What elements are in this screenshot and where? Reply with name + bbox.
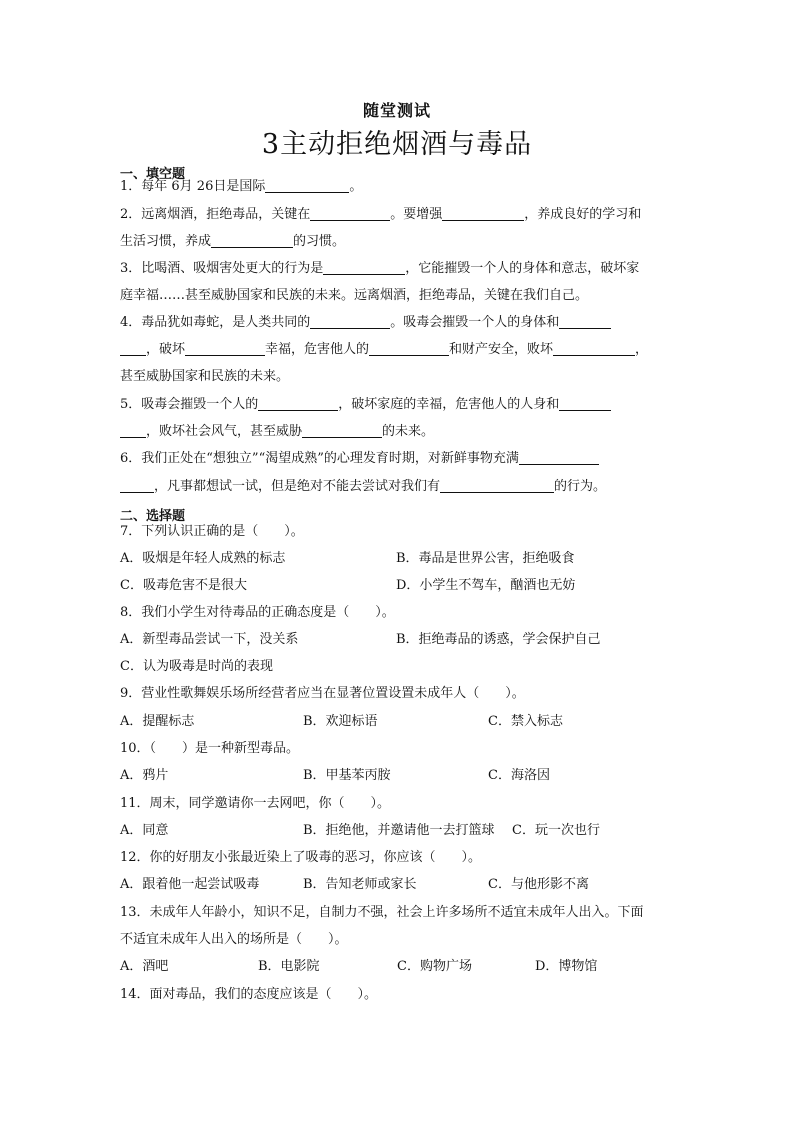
q2-text-e: 的习惯。 <box>293 234 346 249</box>
q13-option-d[interactable]: D．博物馆 <box>535 959 598 974</box>
fill-question-4-line-2 <box>120 341 648 359</box>
answer-blank[interactable] <box>120 478 154 493</box>
q2-text-b: 。要增强 <box>390 207 443 222</box>
fill-question-4-line-1 <box>120 314 611 332</box>
worksheet-label: 随堂测试 <box>362 101 431 120</box>
answer-blank[interactable] <box>302 423 382 438</box>
fill-question-2-line-2 <box>120 233 345 251</box>
q9-option-b[interactable]: B．欢迎标语 <box>303 714 378 729</box>
answer-blank[interactable] <box>310 206 390 221</box>
fill-question-3-line-2 <box>120 287 588 305</box>
q11-option-b[interactable]: B．拒绝他，并邀请他一去打篮球 <box>303 823 495 838</box>
q6-text-b: ，凡事都想试一试，但是绝对不能去尝试对我们有 <box>154 479 441 494</box>
choice-question-9: 9．营业性歌舞娱乐场所经营者应当在显著位置设置未成年人（ ）。 <box>120 686 525 701</box>
q4-text-f: ， <box>635 342 649 357</box>
choice-question-14: 14．面对毒品，我们的态度应该是（ ）。 <box>120 987 378 1002</box>
q11-option-c[interactable]: C．玩一次也行 <box>512 823 600 838</box>
q4-text-c: ，破坏 <box>146 342 186 357</box>
fill-question-3-line-1 <box>120 260 639 278</box>
fill-question-2-line-1 <box>120 206 641 224</box>
q4-text-b: 。吸毒会摧毁一个人的身体和 <box>390 315 560 330</box>
q6-text-c: 的行为。 <box>554 479 607 494</box>
fill-question-5-line-1 <box>120 396 611 414</box>
choice-question-8: 8．我们小学生对待毒品的正确态度是（ ）。 <box>120 605 395 620</box>
fill-question-6-line-2 <box>120 478 606 496</box>
choice-question-12: 12．你的好朋友小张最近染上了吸毒的恶习，你应该（ ）。 <box>120 850 482 865</box>
fill-question-1 <box>120 178 362 196</box>
answer-blank[interactable] <box>369 341 449 356</box>
q12-option-a[interactable]: A．跟着他一起尝试吸毒 <box>120 877 260 892</box>
answer-blank[interactable] <box>553 341 635 356</box>
choice-question-13-line-1: 13．未成年人年龄小，知识不足，自制力不强，社会上许多场所不适宜未成年人出入。下面 <box>120 905 644 920</box>
q8-option-c[interactable]: C．认为吸毒是时尚的表现 <box>120 659 273 674</box>
q9-option-a[interactable]: A．提醒标志 <box>120 714 195 729</box>
choice-question-10: 10．（ ）是一种新型毒品。 <box>120 741 300 756</box>
fill-question-4-line-3 <box>120 368 289 386</box>
fill-question-5-line-2 <box>120 423 434 441</box>
answer-blank[interactable] <box>258 396 338 411</box>
q4-text-g: 甚至威胁国家和民族的未来。 <box>120 369 290 384</box>
q5-text-d: 的未来。 <box>382 424 435 439</box>
q3-text-a: 3．比喝酒、吸烟害处更大的行为是 <box>120 261 324 276</box>
q2-text-a: 2．远离烟酒，拒绝毒品，关键在 <box>120 207 311 222</box>
answer-blank[interactable] <box>442 206 524 221</box>
answer-blank[interactable] <box>120 423 146 438</box>
q2-text-c: ，养成良好的学习和 <box>524 207 642 222</box>
q1-text-b: 。 <box>349 179 363 194</box>
q7-option-d[interactable]: D．小学生不驾车，酗酒也无妨 <box>396 578 576 593</box>
answer-blank[interactable] <box>559 314 611 329</box>
q8-option-a[interactable]: A．新型毒品尝试一下，没关系 <box>120 632 299 647</box>
q10-option-a[interactable]: A．鸦片 <box>120 768 169 783</box>
q12-option-b[interactable]: B．告知老师或家长 <box>303 877 417 892</box>
answer-blank[interactable] <box>120 341 146 356</box>
section-fill-in: 一、填空题 <box>120 167 186 182</box>
fill-question-6-line-1 <box>120 450 599 468</box>
answer-blank[interactable] <box>310 314 390 329</box>
answer-blank[interactable] <box>559 396 611 411</box>
answer-blank[interactable] <box>185 341 265 356</box>
q3-text-c: 庭幸福……甚至威胁国家和民族的未来。远离烟酒，拒绝毒品，关键在我们自己。 <box>120 288 589 303</box>
q7-option-c[interactable]: C．吸毒危害不是很大 <box>120 578 247 593</box>
choice-question-7: 7．下列认识正确的是（ ）。 <box>120 524 304 539</box>
q13-option-b[interactable]: B．电影院 <box>258 959 320 974</box>
q5-text-c: ，败坏社会风气，甚至威胁 <box>146 424 303 439</box>
q7-option-b[interactable]: B．毒品是世界公害，拒绝吸食 <box>396 551 575 566</box>
answer-blank[interactable] <box>519 450 599 465</box>
q2-text-d: 生活习惯，养成 <box>120 234 212 249</box>
section-multiple-choice: 二、选择题 <box>120 509 186 524</box>
q10-option-c[interactable]: C．海洛因 <box>488 768 550 783</box>
q8-option-b[interactable]: B．拒绝毒品的诱惑，学会保护自己 <box>396 632 601 647</box>
q10-option-b[interactable]: B．甲基苯丙胺 <box>303 768 391 783</box>
answer-blank[interactable] <box>211 233 293 248</box>
q4-text-e: 和财产安全，败坏 <box>449 342 554 357</box>
q5-text-a: 5．吸毒会摧毁一个人的 <box>120 397 259 412</box>
lesson-title: 3主动拒绝烟酒与毒品 <box>261 129 533 160</box>
q13-option-a[interactable]: A．酒吧 <box>120 959 169 974</box>
q3-text-b: ，它能摧毁一个人的身体和意志，破坏家 <box>405 261 640 276</box>
q4-text-a: 4．毒品犹如毒蛇，是人类共同的 <box>120 315 311 330</box>
q5-text-b: ，破坏家庭的幸福，危害他人的人身和 <box>338 397 560 412</box>
choice-question-13-line-2: 不适宜未成年人出入的场所是（ ）。 <box>120 932 348 947</box>
choice-question-11: 11．周末，同学邀请你一去网吧，你（ ）。 <box>120 796 391 811</box>
q9-option-c[interactable]: C．禁入标志 <box>488 714 563 729</box>
q13-option-c[interactable]: C．购物广场 <box>397 959 472 974</box>
q7-option-a[interactable]: A．吸烟是年轻人成熟的标志 <box>120 551 286 566</box>
answer-blank[interactable] <box>265 178 349 193</box>
q4-text-d: 幸福，危害他人的 <box>265 342 370 357</box>
q6-text-a: 6．我们正处在“想独立”“渴望成熟”的心理发育时期，对新鲜事物充满 <box>120 451 519 466</box>
q11-option-a[interactable]: A．同意 <box>120 823 169 838</box>
q12-option-c[interactable]: C．与他形影不离 <box>488 877 589 892</box>
answer-blank[interactable] <box>440 478 554 493</box>
answer-blank[interactable] <box>323 260 405 275</box>
q1-text-a: 1．每年 6月 26日是国际 <box>120 179 266 194</box>
